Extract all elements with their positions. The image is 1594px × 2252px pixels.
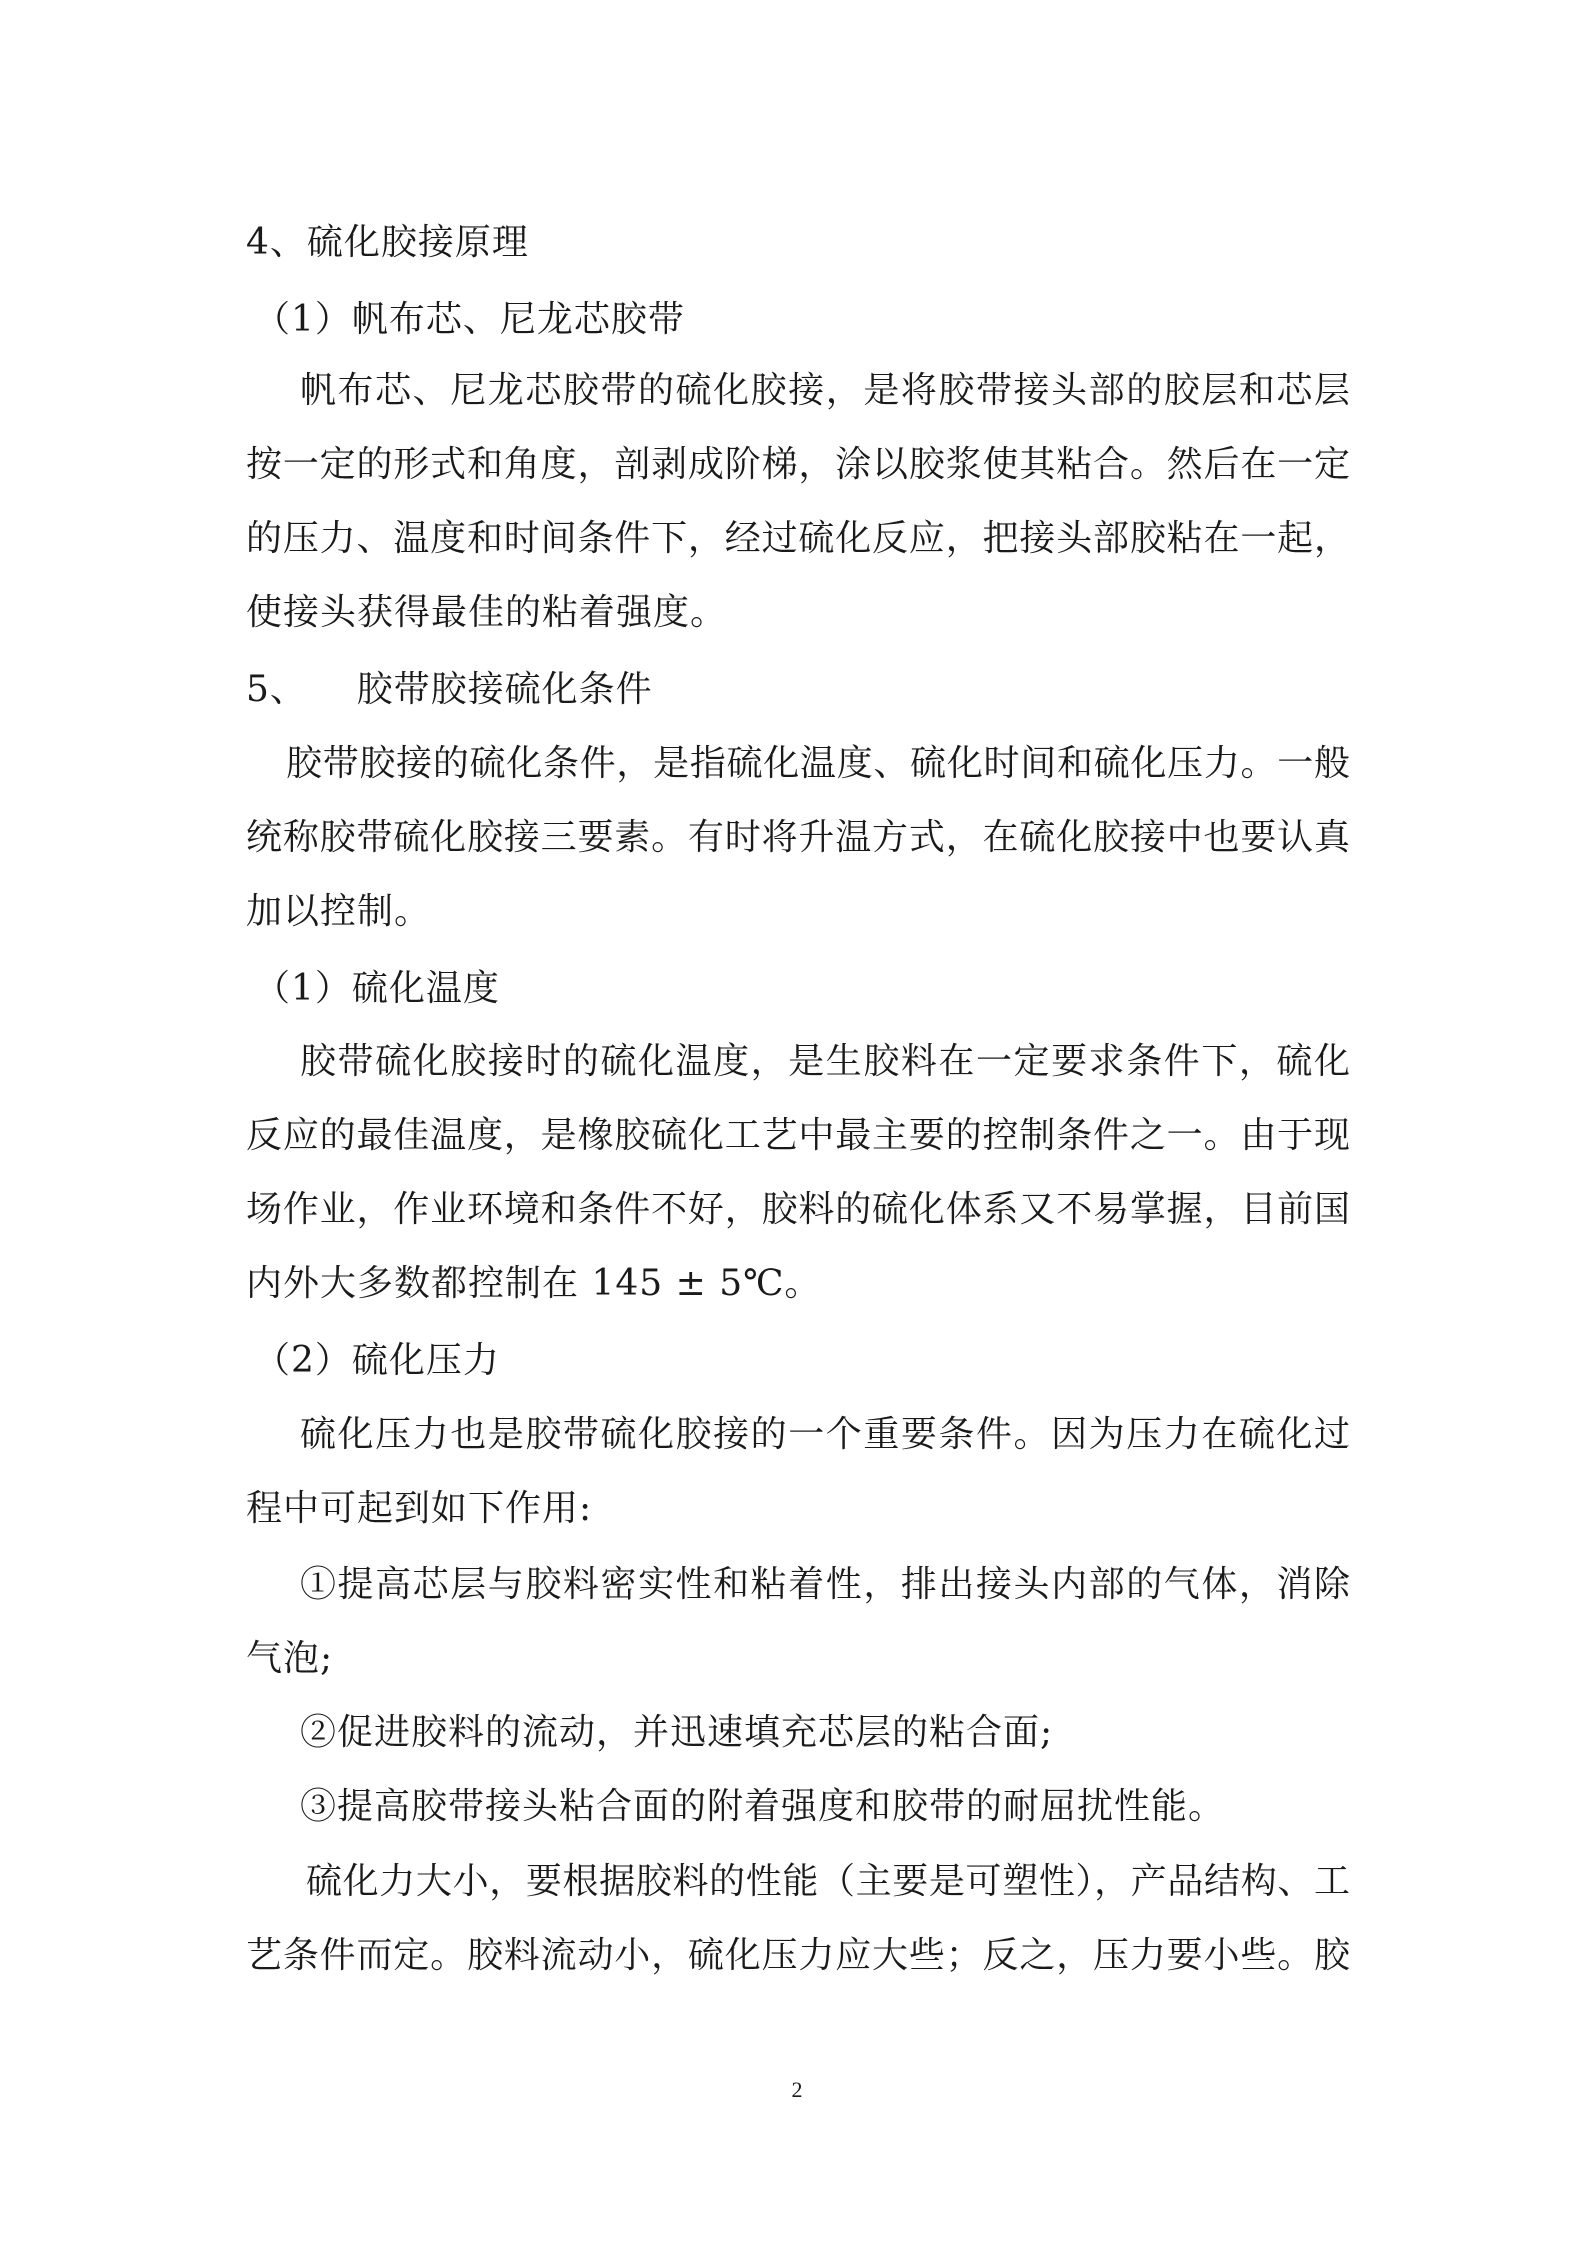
paragraph-line: 艺条件而定。胶料流动小，硫化压力应大些；反之，压力要小些。胶: [246, 1935, 1350, 1976]
paragraph-line: 使接头获得最佳的粘着强度。: [246, 592, 728, 633]
pressure-heading: （2）硫化压力: [254, 1340, 500, 1381]
effect-item: ③提高胶带接头粘合面的附着强度和胶带的耐屈扰性能。: [300, 1786, 1226, 1827]
paragraph-line: 反应的最佳温度，是橡胶硫化工艺中最主要的控制条件之一。由于现: [246, 1115, 1350, 1156]
paragraph-line: 硫化力大小，要根据胶料的性能（主要是可塑性），产品结构、工: [306, 1861, 1350, 1902]
effect-item: 气泡;: [246, 1638, 334, 1679]
paragraph-line: 胶带硫化胶接时的硫化温度，是生胶料在一定要求条件下，硫化: [300, 1041, 1350, 1082]
paragraph-line: 胶带胶接的硫化条件，是指硫化温度、硫化时间和硫化压力。一般: [286, 743, 1350, 784]
paragraph-line: 帆布芯、尼龙芯胶带的硫化胶接，是将胶带接头部的胶层和芯层: [300, 370, 1350, 411]
section-4-heading: 4、硫化胶接原理: [246, 222, 529, 263]
paragraph-line: 按一定的形式和角度，剖剥成阶梯，涂以胶浆使其粘合。然后在一定: [246, 444, 1350, 485]
page-number: 2: [791, 2077, 803, 2102]
paragraph-line: 硫化压力也是胶带硫化胶接的一个重要条件。因为压力在硫化过: [300, 1414, 1350, 1455]
paragraph-line: 场作业，作业环境和条件不好，胶料的硫化体系又不易掌握，目前国: [246, 1189, 1350, 1230]
paragraph-line: 程中可起到如下作用:: [246, 1488, 593, 1529]
paragraph-line: 加以控制。: [246, 891, 432, 932]
paragraph-line: 内外大多数都控制在 145 ± 5℃。: [246, 1263, 822, 1304]
subsection-1-heading: （1）帆布芯、尼龙芯胶带: [254, 299, 685, 340]
section-5-heading: 5、 胶带胶接硫化条件: [246, 669, 653, 710]
paragraph-line: 统称胶带硫化胶接三要素。有时将升温方式，在硫化胶接中也要认真: [246, 817, 1350, 858]
temperature-heading: （1）硫化温度: [254, 968, 500, 1009]
effect-item: ①提高芯层与胶料密实性和粘着性，排出接头内部的气体，消除: [300, 1564, 1350, 1605]
paragraph-line: 的压力、温度和时间条件下，经过硫化反应，把接头部胶粘在一起，: [246, 518, 1350, 559]
effect-item: ②促进胶料的流动，并迅速填充芯层的粘合面;: [300, 1712, 1054, 1753]
